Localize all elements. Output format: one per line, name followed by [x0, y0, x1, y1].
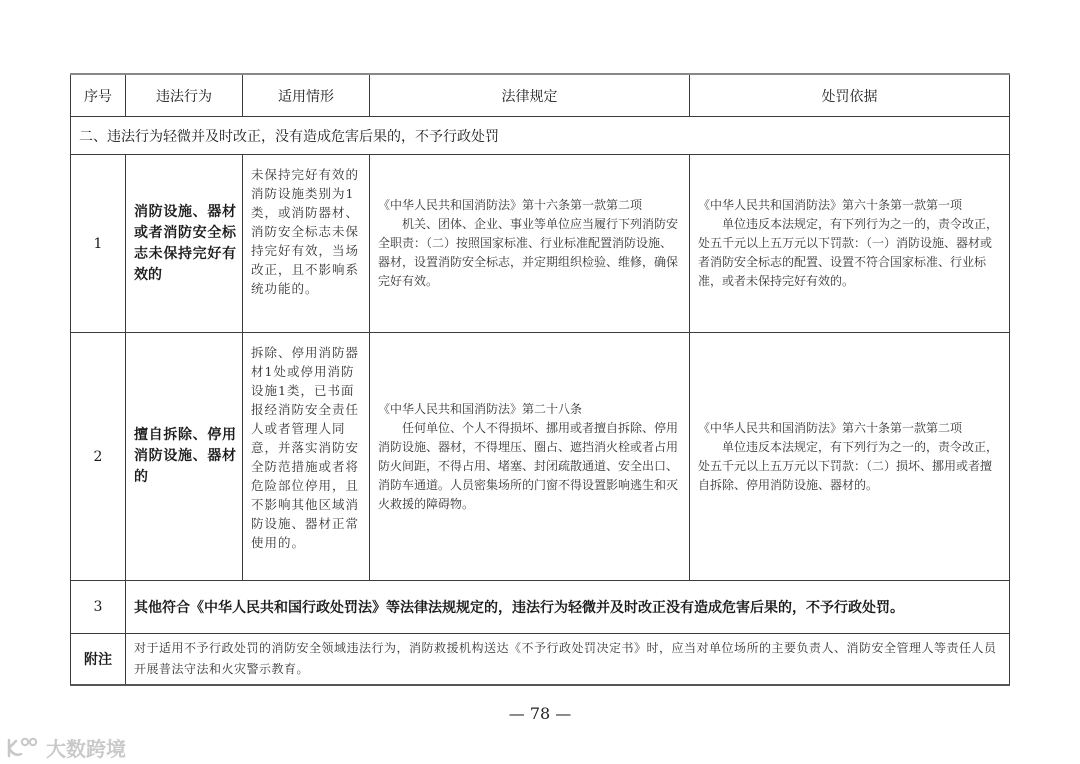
page-number: — 78 — — [508, 704, 572, 723]
note-text: 对于适用不予行政处罚的消防安全领域违法行为，消防救援机构送达《不予行政处罚决定书》时，应当对单位场所的主要负责人、消防安全管理人等责任人员开展普法守法和火灾警示教育。 — [126, 634, 1010, 686]
watermark — [6, 733, 126, 762]
penalty-table — [70, 73, 1010, 686]
table-row — [71, 581, 1010, 634]
row-penalty-basis — [690, 155, 1010, 333]
header-law: 法律规定 — [370, 74, 690, 117]
row-law — [370, 333, 690, 581]
header-penalty-basis: 处罚依据 — [690, 74, 1010, 117]
row-law — [370, 155, 690, 333]
row-seq: 2 — [71, 333, 126, 581]
law-text: 任何单位、个人不得损坏、挪用或者擅自拆除、停用消防设施、器材，不得埋压、圈占、遮挡消火栓或者占用防火间距，不得占用、堵塞、封闭疏散通道、安全出口、消防车通道。人员密集场所的门窗不得设置影响逃生和灭火救援的障碍物。 — [378, 420, 679, 511]
row-seq: 1 — [71, 155, 126, 333]
row-seq: 3 — [71, 581, 126, 634]
note-label: 附注 — [71, 634, 126, 686]
row-merged-text: 其他符合《中华人民共和国行政处罚法》等法律法规规定的，违法行为轻微并及时改正没有造成危害后果的，不予行政处罚。 — [126, 581, 1010, 634]
row-applicable-text: 未保持完好有效的消防设施类别为1类，或消防器材、消防安全标志未保持完好有效，当场改正，且不影响系统功能的。 — [251, 167, 360, 296]
penalty-text: 单位违反本法规定，有下列行为之一的，责令改正，处五千元以上五万元以下罚款：（二）损坏、挪用或者擅自拆除、停用消防设施、器材的。 — [698, 439, 999, 492]
row-applicable — [243, 333, 370, 581]
penalty-citation: 《中华人民共和国消防法》第六十条第一款第二项 — [698, 420, 963, 435]
row-violation: 擅自拆除、停用消防设施、器材的 — [126, 333, 243, 581]
note-row — [71, 634, 1010, 686]
header-applicable: 适用情形 — [243, 74, 370, 117]
row-violation: 消防设施、器材或者消防安全标志未保持完好有效的 — [126, 155, 243, 333]
row-applicable — [243, 155, 370, 333]
brand-logo-icon — [6, 737, 42, 759]
law-citation: 《中华人民共和国消防法》第十六条第一款第二项 — [378, 198, 643, 212]
table-header-row — [71, 74, 1010, 117]
penalty-citation: 《中华人民共和国消防法》第六十条第一款第一项 — [698, 198, 963, 212]
section-title: 二、违法行为轻微并及时改正，没有造成危害后果的，不予行政处罚 — [71, 117, 1010, 155]
table-row — [71, 333, 1010, 581]
penalty-text: 单位违反本法规定，有下列行为之一的，责令改正，处五千元以上五万元以下罚款：（一）消防设施、器材或者消防安全标志的配置、设置不符合国家标准、行业标准，或者未保持完好有效的。 — [698, 217, 999, 288]
header-violation: 违法行为 — [126, 74, 243, 117]
law-citation: 《中华人民共和国消防法》第二十八条 — [378, 401, 583, 416]
row-penalty-basis — [690, 333, 1010, 581]
row-applicable-text: 拆除、停用消防器材1处或停用消防设施1类，已书面报经消防安全责任人或者管理人同意，并落实消防安全防范措施或者将危险部位停用，且不影响其他区域消防设施、器材正常使用的。 — [251, 345, 360, 550]
header-seq: 序号 — [71, 74, 126, 117]
section-row — [71, 117, 1010, 155]
table-row — [71, 155, 1010, 333]
law-text: 机关、团体、企业、事业等单位应当履行下列消防安全职责：（二）按照国家标准、行业标准配置消防设施、器材，设置消防安全标志，并定期组织检验、维修，确保完好有效。 — [378, 217, 679, 288]
watermark-text: 大数跨境 — [46, 737, 126, 761]
